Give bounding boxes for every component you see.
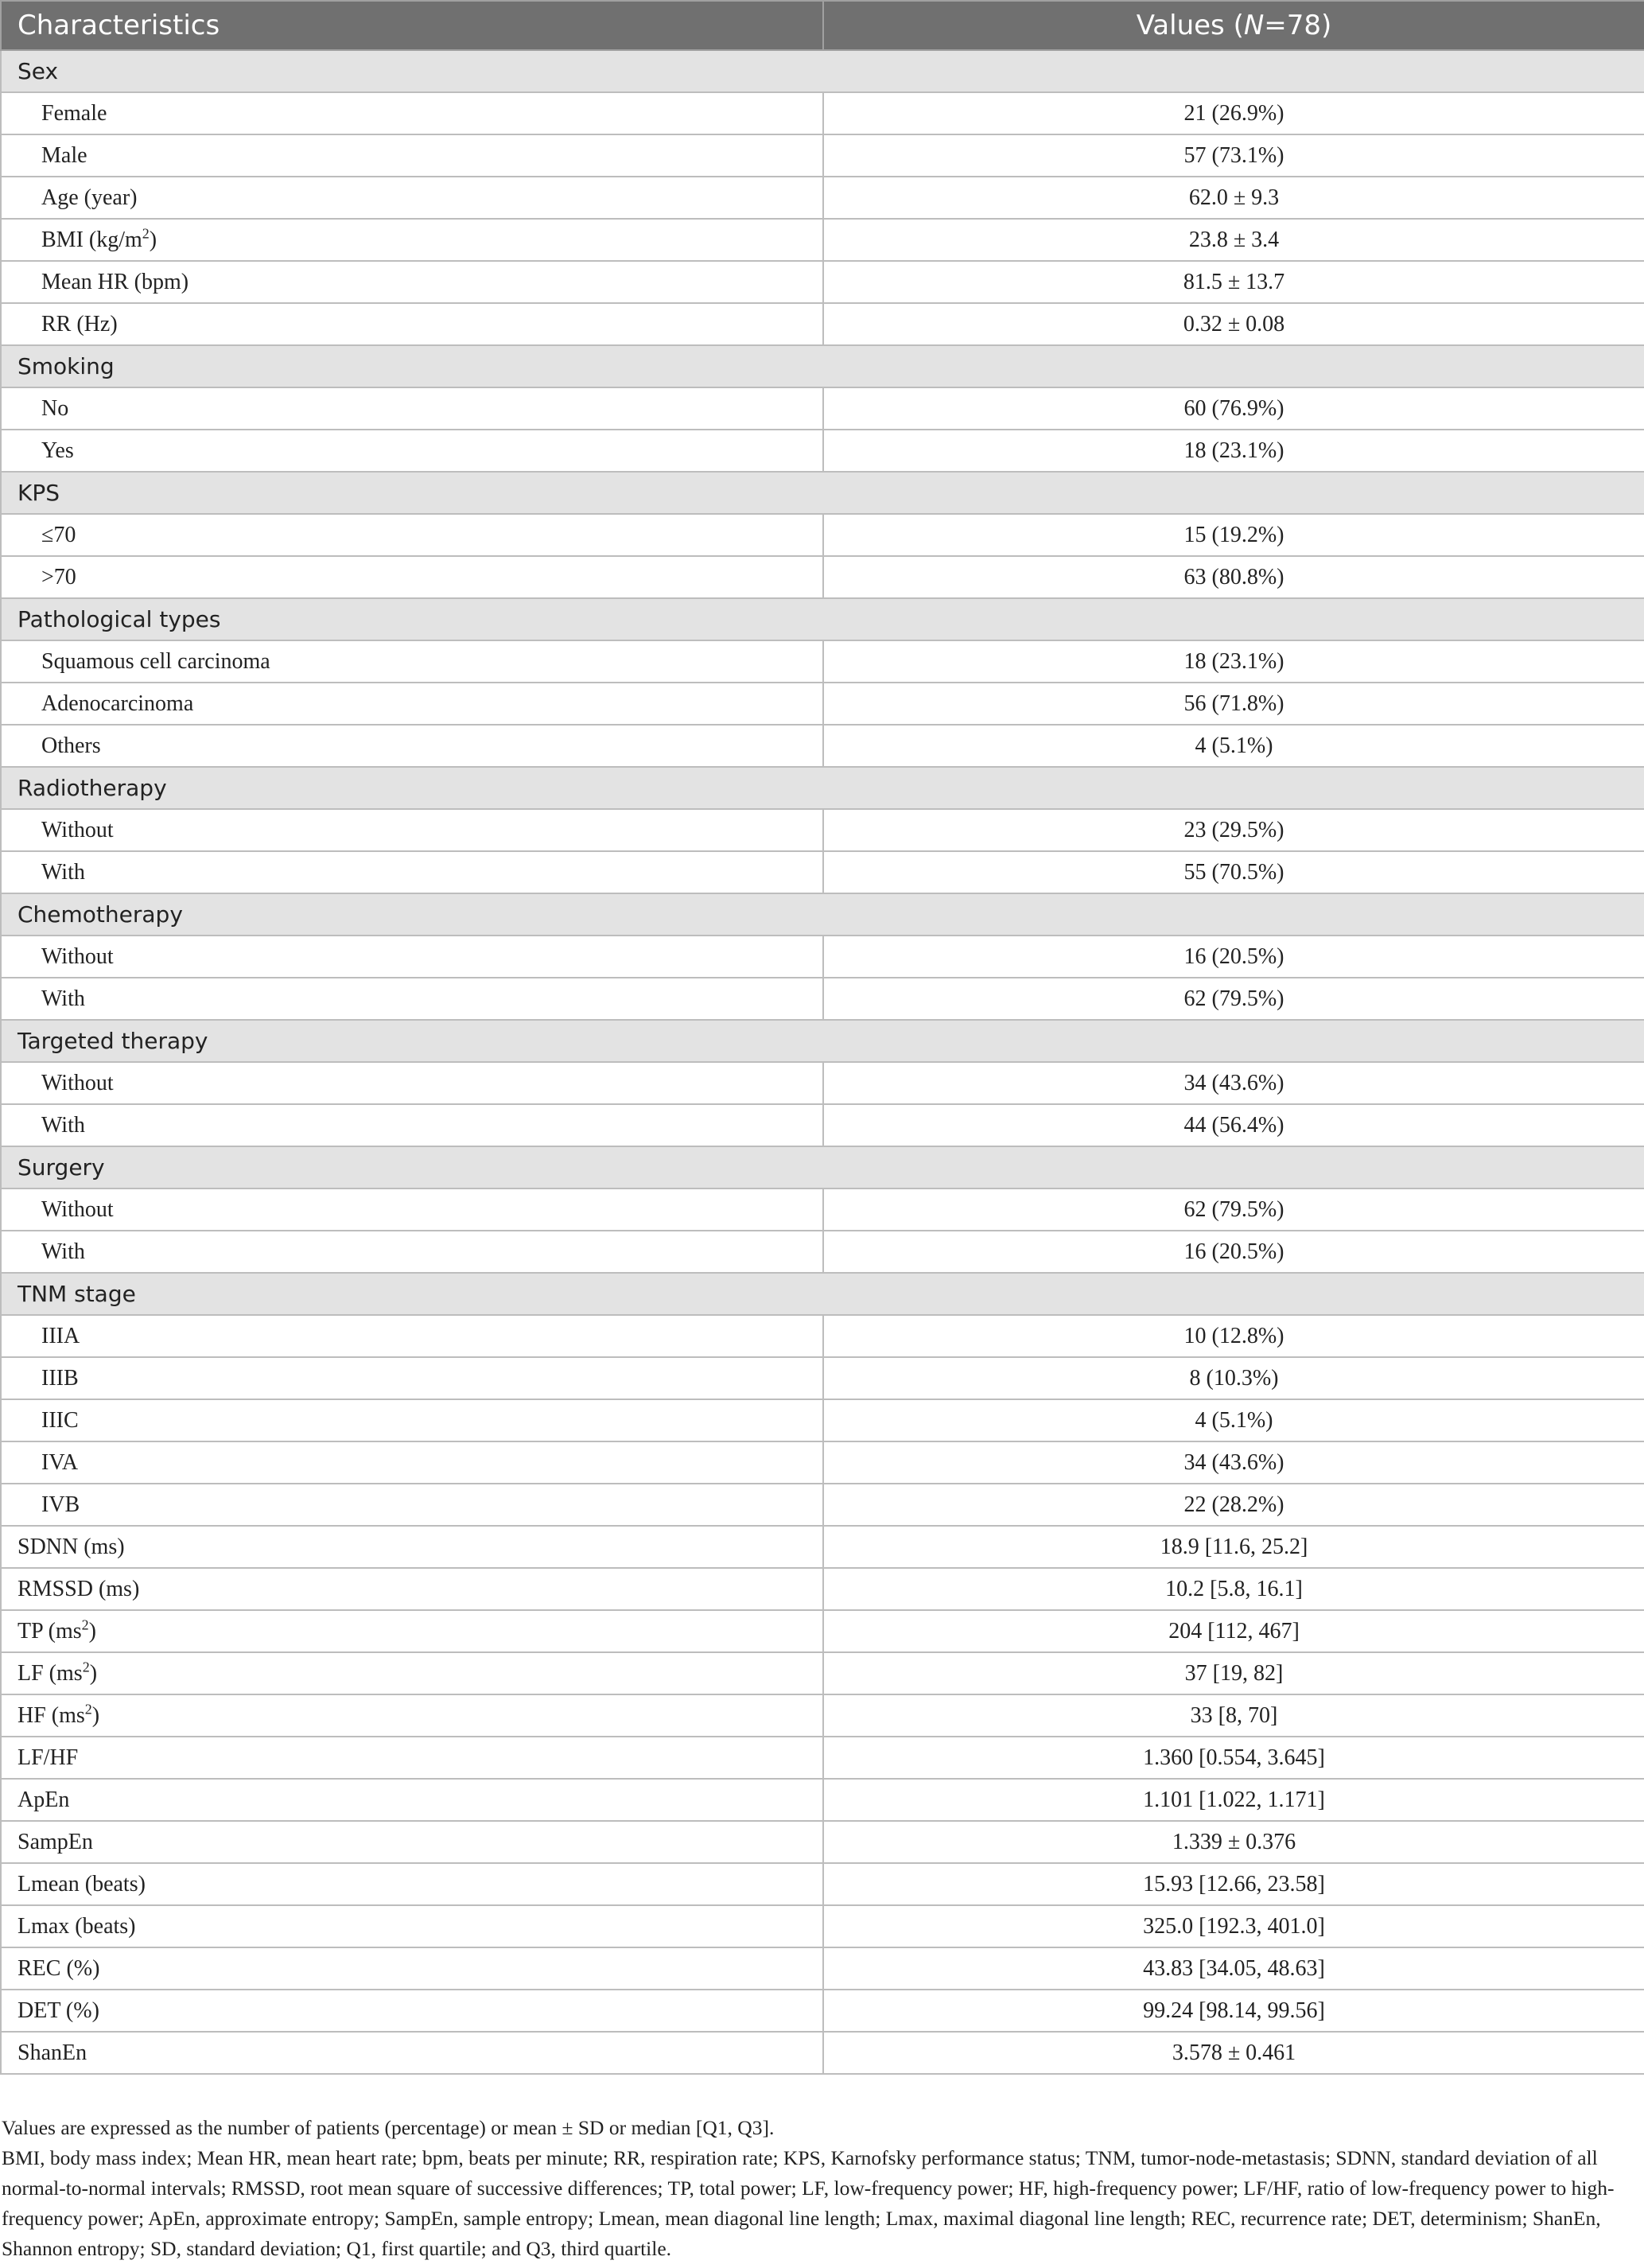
row-value: 23 (29.5%) (823, 809, 1644, 851)
row-value: 81.5 ± 13.7 (823, 261, 1644, 303)
table-row (1, 430, 1644, 472)
row-label-text: LF/HF (17, 1745, 79, 1770)
row-value: 23.8 ± 3.4 (823, 219, 1644, 261)
table-row (1, 134, 1644, 177)
row-label (1, 1610, 823, 1652)
row-label (1, 1315, 823, 1357)
table-row (1, 1905, 1644, 1947)
row-label-text: With (41, 1112, 85, 1138)
group-header-row (1, 893, 1644, 936)
row-value: 56 (71.8%) (823, 683, 1644, 725)
group-label: Chemotherapy (1, 893, 823, 936)
header-values-prefix: Values ( (1136, 10, 1244, 41)
row-label (1, 1694, 823, 1737)
row-value: 60 (76.9%) (823, 387, 1644, 430)
row-label (1, 683, 823, 725)
row-value: 15.93 [12.66, 23.58] (823, 1863, 1644, 1905)
row-value: 16 (20.5%) (823, 936, 1644, 978)
row-label-text: SDNN (ms) (17, 1534, 125, 1559)
row-label-text: IIIB (41, 1365, 79, 1391)
group-value-empty (823, 50, 1644, 92)
table-row (1, 219, 1644, 261)
table-row (1, 1568, 1644, 1610)
table-row (1, 936, 1644, 978)
row-label (1, 1188, 823, 1231)
group-header-row (1, 767, 1644, 809)
table-row (1, 1104, 1644, 1146)
row-label-text: With (41, 859, 85, 885)
table-row (1, 978, 1644, 1020)
row-label (1, 1231, 823, 1273)
table-body (1, 50, 1644, 2074)
group-header-row (1, 1273, 1644, 1315)
row-value: 1.339 ± 0.376 (823, 1821, 1644, 1863)
row-value: 10.2 [5.8, 16.1] (823, 1568, 1644, 1610)
row-label-text: ApEn (17, 1787, 70, 1812)
row-label (1, 1399, 823, 1441)
row-label (1, 556, 823, 598)
row-label (1, 134, 823, 177)
row-value: 62.0 ± 9.3 (823, 177, 1644, 219)
table-row (1, 1990, 1644, 2032)
row-label-superscript: 2 (142, 225, 150, 242)
table-footnotes (0, 2113, 1638, 2264)
footnote-abbreviations: BMI, body mass index; Mean HR, mean heart rate; bpm, beats per minute; RR, respiration rate; KPS, Karnofsky performance status; TNM, tumor-node-metastasis; SDNN, standard deviation of all normal-to-normal intervals; RMSSD, root mean square of successive differences; TP, total power; LF, low-frequency power; HF, high-frequency power; LF/HF, ratio of low-frequency power to high-frequency power; ApEn, approximate entropy; SampEn, sample entropy; Lmean, mean diagonal line length; Lmax, maximal diagonal line length; REC, recurrence rate; DET, determinism; ShanEn, Shannon entropy; SD, standard deviation; Q1, first quartile; and Q3, third quartile. (2, 2146, 1615, 2260)
row-label-text: Lmax (beats) (17, 1913, 136, 1939)
row-label-superscript: 2 (81, 1616, 89, 1633)
group-header-row (1, 598, 1644, 640)
row-label (1, 1947, 823, 1990)
row-value: 62 (79.5%) (823, 978, 1644, 1020)
table-row (1, 92, 1644, 134)
row-label-text: Without (41, 1070, 114, 1095)
row-label-text: With (41, 986, 85, 1011)
row-label-text: Without (41, 1196, 114, 1222)
group-value-empty (823, 598, 1644, 640)
row-label (1, 1905, 823, 1947)
row-label-text: IVB (41, 1492, 80, 1517)
row-value: 44 (56.4%) (823, 1104, 1644, 1146)
row-value: 99.24 [98.14, 99.56] (823, 1990, 1644, 2032)
row-value: 1.101 [1.022, 1.171] (823, 1779, 1644, 1821)
header-values-n: N (1243, 10, 1265, 41)
table-header-row (1, 1, 1644, 50)
row-value: 1.360 [0.554, 3.645] (823, 1737, 1644, 1779)
row-value: 325.0 [192.3, 401.0] (823, 1905, 1644, 1947)
row-label (1, 1652, 823, 1694)
row-value: 3.578 ± 0.461 (823, 2032, 1644, 2074)
row-label (1, 809, 823, 851)
group-label: Sex (1, 50, 823, 92)
row-value: 43.83 [34.05, 48.63] (823, 1947, 1644, 1990)
row-label (1, 177, 823, 219)
table-row (1, 1315, 1644, 1357)
row-label-text: Without (41, 943, 114, 969)
row-label (1, 387, 823, 430)
row-label (1, 1441, 823, 1484)
row-label-text: Male (41, 142, 87, 168)
table-row (1, 683, 1644, 725)
row-value: 34 (43.6%) (823, 1441, 1644, 1484)
row-label-suffix: ) (88, 1618, 96, 1644)
group-label: Targeted therapy (1, 1020, 823, 1062)
row-value: 57 (73.1%) (823, 134, 1644, 177)
row-label (1, 1779, 823, 1821)
row-label (1, 514, 823, 556)
row-label (1, 1526, 823, 1568)
group-label: TNM stage (1, 1273, 823, 1315)
header-values (823, 1, 1644, 50)
table-row (1, 303, 1644, 345)
row-label-text: ShanEn (17, 2040, 87, 2065)
row-label (1, 936, 823, 978)
table-row (1, 1821, 1644, 1863)
row-label (1, 92, 823, 134)
row-label-text: Mean HR (bpm) (41, 269, 189, 294)
table-row (1, 1652, 1644, 1694)
group-header-row (1, 1146, 1644, 1188)
row-label-text: HF (ms (17, 1702, 85, 1728)
table-row (1, 1357, 1644, 1399)
group-value-empty (823, 345, 1644, 387)
row-label-text: RR (Hz) (41, 311, 118, 337)
row-value: 34 (43.6%) (823, 1062, 1644, 1104)
row-label (1, 1104, 823, 1146)
row-label (1, 725, 823, 767)
group-label: Pathological types (1, 598, 823, 640)
row-label-suffix: ) (89, 1660, 98, 1686)
row-label (1, 430, 823, 472)
row-label-text: IIIC (41, 1407, 79, 1433)
row-label (1, 1863, 823, 1905)
row-label-suffix: ) (149, 227, 157, 252)
row-label (1, 978, 823, 1020)
table-row (1, 1188, 1644, 1231)
row-value: 10 (12.8%) (823, 1315, 1644, 1357)
row-label (1, 2032, 823, 2074)
row-label-text: Yes (41, 438, 74, 463)
header-characteristics: Characteristics (1, 1, 823, 50)
row-value: 4 (5.1%) (823, 1399, 1644, 1441)
row-label-text: LF (ms (17, 1660, 83, 1686)
row-value: 21 (26.9%) (823, 92, 1644, 134)
row-label-text: Lmean (beats) (17, 1871, 146, 1896)
row-label (1, 1821, 823, 1863)
group-label: Smoking (1, 345, 823, 387)
row-value: 18 (23.1%) (823, 640, 1644, 683)
row-label (1, 303, 823, 345)
group-value-empty (823, 472, 1644, 514)
row-label-text: With (41, 1239, 85, 1264)
group-value-empty (823, 1020, 1644, 1062)
table-row (1, 261, 1644, 303)
row-label-text: Squamous cell carcinoma (41, 648, 270, 674)
table-row (1, 725, 1644, 767)
row-value: 37 [19, 82] (823, 1652, 1644, 1694)
row-label-text: RMSSD (ms) (17, 1576, 140, 1601)
table-row (1, 177, 1644, 219)
group-label: Surgery (1, 1146, 823, 1188)
table-row (1, 1526, 1644, 1568)
row-label-superscript: 2 (82, 1659, 90, 1675)
row-label-text: Others (41, 733, 101, 758)
row-label-text: IVA (41, 1449, 79, 1475)
row-value: 16 (20.5%) (823, 1231, 1644, 1273)
row-value: 22 (28.2%) (823, 1484, 1644, 1526)
row-label-text: Age (year) (41, 185, 138, 210)
row-label-text: REC (%) (17, 1955, 100, 1981)
row-label-text: IIIA (41, 1323, 80, 1348)
row-label-text: SampEn (17, 1829, 93, 1854)
row-label-text: DET (%) (17, 1998, 99, 2023)
table-row (1, 1947, 1644, 1990)
group-value-empty (823, 1273, 1644, 1315)
row-label (1, 1357, 823, 1399)
table-row (1, 1231, 1644, 1273)
group-label: KPS (1, 472, 823, 514)
row-label-text: ≤70 (41, 522, 76, 547)
table-row (1, 1737, 1644, 1779)
row-value: 63 (80.8%) (823, 556, 1644, 598)
row-label-text: Without (41, 817, 114, 842)
group-value-empty (823, 1146, 1644, 1188)
row-value: 8 (10.3%) (823, 1357, 1644, 1399)
row-value: 18 (23.1%) (823, 430, 1644, 472)
row-label-text: Adenocarcinoma (41, 691, 194, 716)
row-label-text: Female (41, 100, 107, 126)
row-value: 33 [8, 70] (823, 1694, 1644, 1737)
row-label-text: BMI (kg/m (41, 227, 142, 252)
row-label (1, 1062, 823, 1104)
table-row (1, 809, 1644, 851)
row-label (1, 1990, 823, 2032)
row-label (1, 851, 823, 893)
group-header-row (1, 345, 1644, 387)
table-row (1, 2032, 1644, 2074)
table-row (1, 1062, 1644, 1104)
table-row (1, 387, 1644, 430)
header-values-suffix: =78) (1264, 10, 1332, 41)
group-value-empty (823, 893, 1644, 936)
row-label-suffix: ) (91, 1702, 100, 1728)
row-label-superscript: 2 (84, 1701, 92, 1718)
row-value: 204 [112, 467] (823, 1610, 1644, 1652)
table-row (1, 640, 1644, 683)
table-row (1, 851, 1644, 893)
table-row (1, 1484, 1644, 1526)
table-row (1, 1441, 1644, 1484)
table-row (1, 1694, 1644, 1737)
table-row (1, 514, 1644, 556)
row-value: 15 (19.2%) (823, 514, 1644, 556)
row-label (1, 1484, 823, 1526)
row-label (1, 1737, 823, 1779)
row-value: 4 (5.1%) (823, 725, 1644, 767)
row-label (1, 640, 823, 683)
group-header-row (1, 1020, 1644, 1062)
row-label (1, 1568, 823, 1610)
table-row (1, 1610, 1644, 1652)
table-row (1, 1863, 1644, 1905)
row-value: 62 (79.5%) (823, 1188, 1644, 1231)
group-header-row (1, 472, 1644, 514)
group-header-row (1, 50, 1644, 92)
group-label: Radiotherapy (1, 767, 823, 809)
group-value-empty (823, 767, 1644, 809)
row-value: 18.9 [11.6, 25.2] (823, 1526, 1644, 1568)
row-label (1, 261, 823, 303)
table-row (1, 1779, 1644, 1821)
footnote-values: Values are expressed as the number of patients (percentage) or mean ± SD or median [Q1, Q3]. (2, 2116, 775, 2139)
row-label-text: >70 (41, 564, 76, 589)
row-value: 0.32 ± 0.08 (823, 303, 1644, 345)
row-label-text: TP (ms (17, 1618, 82, 1644)
table-row (1, 1399, 1644, 1441)
row-value: 55 (70.5%) (823, 851, 1644, 893)
row-label-text: No (41, 395, 69, 421)
row-label (1, 219, 823, 261)
table-row (1, 556, 1644, 598)
